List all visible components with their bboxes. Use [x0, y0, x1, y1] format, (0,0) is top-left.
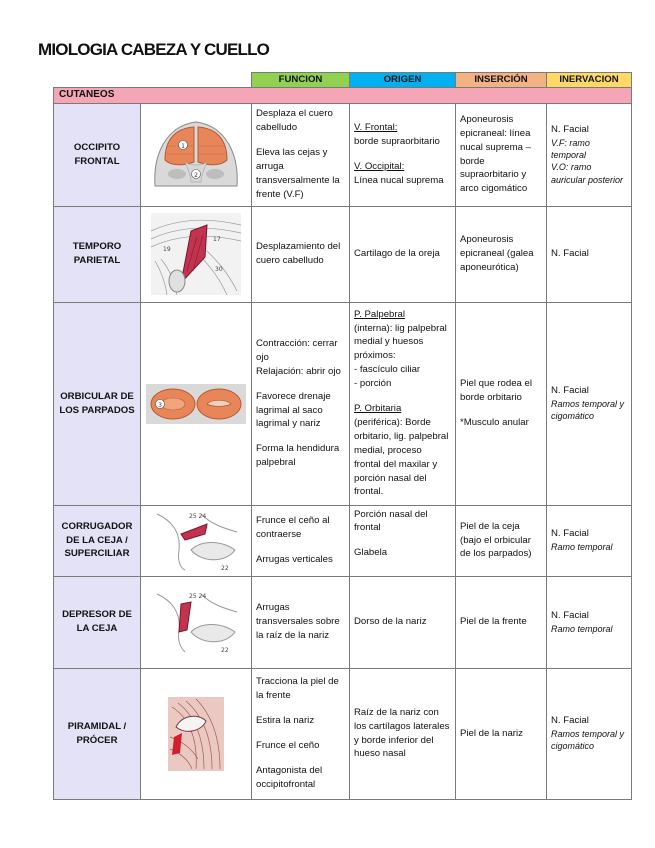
insercion-cell: Piel de la frente [456, 576, 547, 668]
origen-text: Glabela [354, 547, 388, 559]
nerve-name: N. Facial [551, 609, 589, 621]
insercion-text: Piel que rodea el borde orbitario [460, 378, 533, 404]
nerve-branch: V.F: ramo temporal [551, 138, 590, 161]
svg-text:30: 30 [215, 266, 223, 273]
table-row [54, 206, 632, 302]
nerve-branch: Ramo temporal [551, 542, 613, 553]
inervacion-cell [547, 505, 632, 576]
muscle-name: TEMPORO PARIETAL [54, 206, 141, 302]
funcion-cell: Desplazamiento del cuero cabelludo [252, 206, 350, 302]
occipitofrontal-illustration-icon [141, 103, 252, 206]
origen-label: V. Frontal: [354, 122, 398, 134]
funcion-text: Contracción: cerrar ojo [256, 337, 338, 363]
funcion-text: Estira la nariz [256, 715, 315, 727]
insercion-cell: Aponeurosis epicraneal: línea nucal suprema – borde supraorbitario y arco cigomático [456, 103, 547, 206]
orbicularis-oculi-illustration-icon [141, 302, 252, 505]
svg-text:1: 1 [181, 142, 185, 150]
table-row [54, 103, 632, 206]
svg-text:22: 22 [221, 564, 229, 572]
header-insercion: INSERCIÓN [456, 73, 547, 88]
funcion-text: Relajación: abrir ojo [256, 365, 341, 377]
nerve-branch: Ramo temporal [551, 623, 613, 634]
origen-cell [350, 302, 456, 505]
muscle-name: CORRUGADOR DE LA CEJA / SUPERCILIAR [54, 505, 141, 576]
depressor-supercilii-illustration-icon [141, 576, 252, 668]
origen-item: - fascículo ciliar [354, 364, 421, 376]
funcion-cell [252, 668, 350, 799]
origen-text: (periférica): Borde orbitario, lig. palpebral medial, proceso frontal del maxilar y porción nasal del frontal. [354, 416, 449, 498]
funcion-text: Eleva las cejas y arruga transversalmente la frente (V.F) [256, 147, 340, 200]
svg-text:22: 22 [221, 647, 229, 654]
funcion-text: Antagonista del occipitofrontal [256, 764, 323, 790]
header-funcion: FUNCION [252, 73, 350, 88]
origen-text: Línea nucal suprema [354, 174, 444, 186]
table-row [54, 576, 632, 668]
nerve-branch: Ramos temporal y cigomático [551, 729, 625, 752]
funcion-text: Favorece drenaje lagrimal al saco lagrimal y nariz [256, 390, 331, 430]
muscle-name: ORBICULAR DE LOS PARPADOS [54, 302, 141, 505]
inervacion-cell [547, 576, 632, 668]
origen-label: V. Occipital: [354, 161, 405, 172]
inervacion-cell [547, 668, 632, 799]
funcion-cell [252, 103, 350, 206]
table-row [54, 668, 632, 799]
funcion-cell [252, 505, 350, 576]
nerve-branch: V.O: ramo auricular posterior [551, 162, 624, 185]
svg-text:19: 19 [163, 246, 171, 253]
origen-text: Porción nasal del frontal [354, 508, 428, 534]
funcion-text: Tracciona la piel de la frente [256, 676, 339, 702]
nerve-name: N. Facial [551, 385, 589, 397]
nerve-name: N. Facial [551, 248, 589, 260]
funcion-text: Forma la hendidura palpebral [256, 443, 340, 469]
insercion-text: *Musculo anular [460, 416, 529, 428]
header-inervacion: INERVACION [547, 73, 632, 88]
funcion-text: Desplaza el cuero cabelludo [256, 108, 333, 134]
insercion-cell: Piel de la nariz [456, 668, 547, 799]
svg-text:2: 2 [194, 171, 198, 179]
funcion-cell [252, 302, 350, 505]
section-row [54, 88, 632, 104]
temporoparietal-illustration-icon [141, 206, 252, 302]
header-origen: ORIGEN [350, 73, 456, 88]
origen-cell [350, 505, 456, 576]
funcion-text: Arrugas verticales [256, 553, 333, 565]
svg-text:17: 17 [213, 236, 221, 243]
table-row [54, 505, 632, 576]
insercion-cell: Piel de la ceja (bajo el orbicular de los parpados) [456, 505, 547, 576]
origen-cell: Dorso de la nariz [350, 576, 456, 668]
origen-label: P. Orbitaria [354, 403, 402, 415]
inervacion-cell [547, 302, 632, 505]
corrugator-supercilii-illustration-icon [141, 505, 252, 576]
inervacion-cell [547, 103, 632, 206]
inervacion-cell [547, 206, 632, 302]
nerve-branch: Ramos temporal y cigomático [551, 399, 625, 422]
funcion-text: Frunce el ceño al contraerse [256, 515, 330, 541]
nerve-name: N. Facial [551, 528, 589, 540]
origen-cell: Raíz de la nariz con los cartílagos laterales y borde inferior del hueso nasal [350, 668, 456, 799]
insercion-cell: Aponeurosis epicraneal (galea aponeurótica) [456, 206, 547, 302]
muscle-name: DEPRESOR DE LA CEJA [54, 576, 141, 668]
header-blank [54, 73, 252, 88]
muscle-table [53, 72, 632, 800]
origen-cell [350, 103, 456, 206]
table-row [54, 302, 632, 505]
procerus-illustration-icon [141, 668, 252, 799]
funcion-cell: Arrugas transversales sobre la raíz de la nariz [252, 576, 350, 668]
origen-cell: Cartilago de la oreja [350, 206, 456, 302]
page-title: MIOLOGIA CABEZA Y CUELLO [38, 40, 270, 59]
muscle-name: OCCIPITO FRONTAL [54, 103, 141, 206]
origen-text: (interna): lig palpebral medial y huesos próximos: [354, 322, 447, 362]
insercion-cell [456, 302, 547, 505]
svg-text:25 24: 25 24 [189, 593, 207, 600]
svg-text:25 24: 25 24 [189, 512, 207, 520]
svg-text:3: 3 [158, 401, 162, 409]
funcion-text: Frunce el ceño [256, 740, 320, 751]
header-row [54, 73, 632, 88]
nerve-name: N. Facial [551, 124, 589, 136]
section-title: CUTANEOS [54, 88, 632, 104]
nerve-name: N. Facial [551, 715, 589, 727]
muscle-name: PIRAMIDAL / PRÓCER [54, 668, 141, 799]
origen-text: borde supraorbitario [354, 136, 440, 148]
origen-item: - porción [354, 378, 392, 390]
origen-label: P. Palpebral [354, 308, 406, 320]
